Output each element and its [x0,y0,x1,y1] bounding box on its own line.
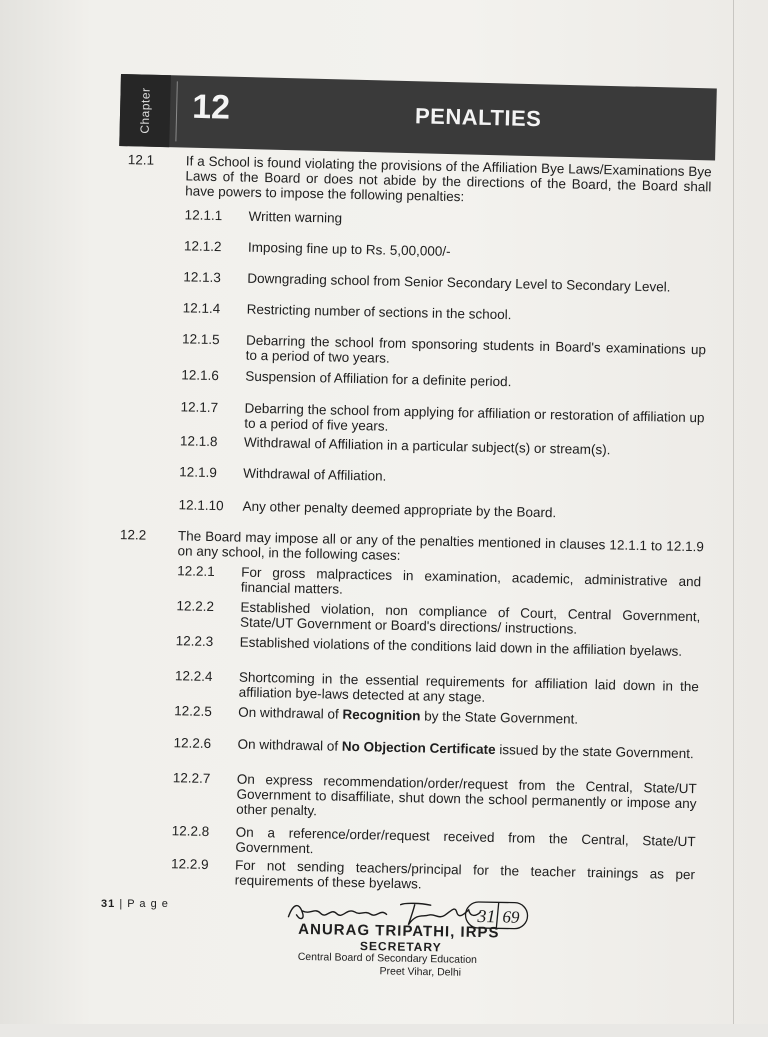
clause-text: Debarring the school from sponsoring students in Board's examinations up to a period of two years. [245,332,707,366]
clause-text: If a School is found violating the provisions of the Affiliation Bye Laws/Examinations Bye Laws of the Board or does not abide by the directions of the Board, the Board shall have powers to impose the following penalties: [185,153,712,205]
clause-text: Any other penalty deemed appropriate by the Board. [242,498,557,521]
emphasis-recognition: Recognition [342,706,421,724]
clause-text: The Board may impose all or any of the penalties mentioned in clauses 12.1.1 to 12.1.9 on any school, in the following cases: [177,528,704,563]
clause-text: On a reference/order/request received from the Central, State/UT Government. [235,824,696,857]
clause-text: On withdrawal of Recognition by the State Government. [238,704,579,727]
page-footer [101,898,169,910]
clause-text: Established violation, non compliance of Court, Central Government, State/UT Government or Board's directions/ instructions. [239,599,701,637]
clause-text: Restricting number of sections in the school. [246,301,512,323]
signer-name: ANURAG TRIPATHI, IRPS [298,920,500,942]
clause-number: 12.1.3 [183,269,222,286]
clause-text: Written warning [248,208,343,226]
clause-text: Shortcoming in the essential requirements for affiliation laid down in the affiliation bye-laws detected at any stage. [238,669,700,705]
clause-number: 12.1.10 [178,497,224,514]
clause-text: For gross malpractices in examination, academic, administrative and financial matters. [240,564,702,597]
clause-text: Suspension of Affiliation for a definite period. [245,368,512,390]
clause-number: 12.2.9 [170,856,209,873]
signer-organization: Central Board of Secondary Education [297,950,478,966]
clause-number: 12.1.6 [181,367,220,384]
clause-number: 12.1.2 [183,238,222,255]
clause-number: 12.2.2 [176,598,215,615]
clause-number: 12.1.8 [179,433,218,450]
clause-number: 12.2.1 [177,563,215,580]
svg-text:31: 31 [477,906,496,927]
clause-text: On express recommendation/order/request from the Central, State/UT Government to disaffiliate, shut down the school permanently or impose any other penalty. [236,771,697,819]
clause-number: 12.2.6 [173,735,212,752]
signer-title: SECRETARY [359,938,442,955]
clause-text: Imposing fine up to Rs. 5,00,000/- [247,239,451,259]
clause-number: 12.1.1 [184,207,223,224]
clause-text: Debarring the school from applying for affiliation or restoration of affiliation up to a period of five years. [244,400,705,434]
clause-number: 12.2.5 [174,703,212,720]
svg-text:69: 69 [502,907,520,927]
clause-number: 12.2.4 [174,668,213,685]
clause-number: 12.1 [127,152,155,168]
clause-text: Established violations of the conditions laid down in the affiliation byelaws. [239,634,683,659]
signer-place: Preet Vihar, Delhi [379,965,462,979]
clause-text: For not sending teachers/principal for the teacher trainings as per requirements of these byelaws. [234,857,696,892]
clause-number: 12.1.9 [179,464,217,481]
clause-number: 12.2.7 [172,770,211,787]
clause-number: 12.1.7 [180,399,219,416]
clause-text: Downgrading school from Senior Secondary Level to Secondary Level. [247,270,671,295]
signature-block [279,893,561,998]
page-number: 31 [101,898,116,910]
emphasis-noc: No Objection Certificate [341,738,496,757]
clause-number: 12.2.8 [171,823,210,840]
chapter-number: 12 [191,87,231,127]
clause-text: On withdrawal of No Objection Certificate issued by the state Government. [237,736,694,762]
clause-number: 12.1.5 [181,331,220,348]
page-label: | P a g e [119,898,169,910]
clause-text: Withdrawal of Affiliation. [243,465,387,484]
clause-number: 12.1.4 [182,300,221,317]
chapter-label: Chapter [137,87,153,134]
clause-number: 12.2 [119,527,147,543]
clause-text: Withdrawal of Affiliation in a particular subject(s) or stream(s). [243,434,611,458]
clause-number: 12.2.3 [175,633,214,650]
chapter-title: PENALTIES [414,103,542,132]
